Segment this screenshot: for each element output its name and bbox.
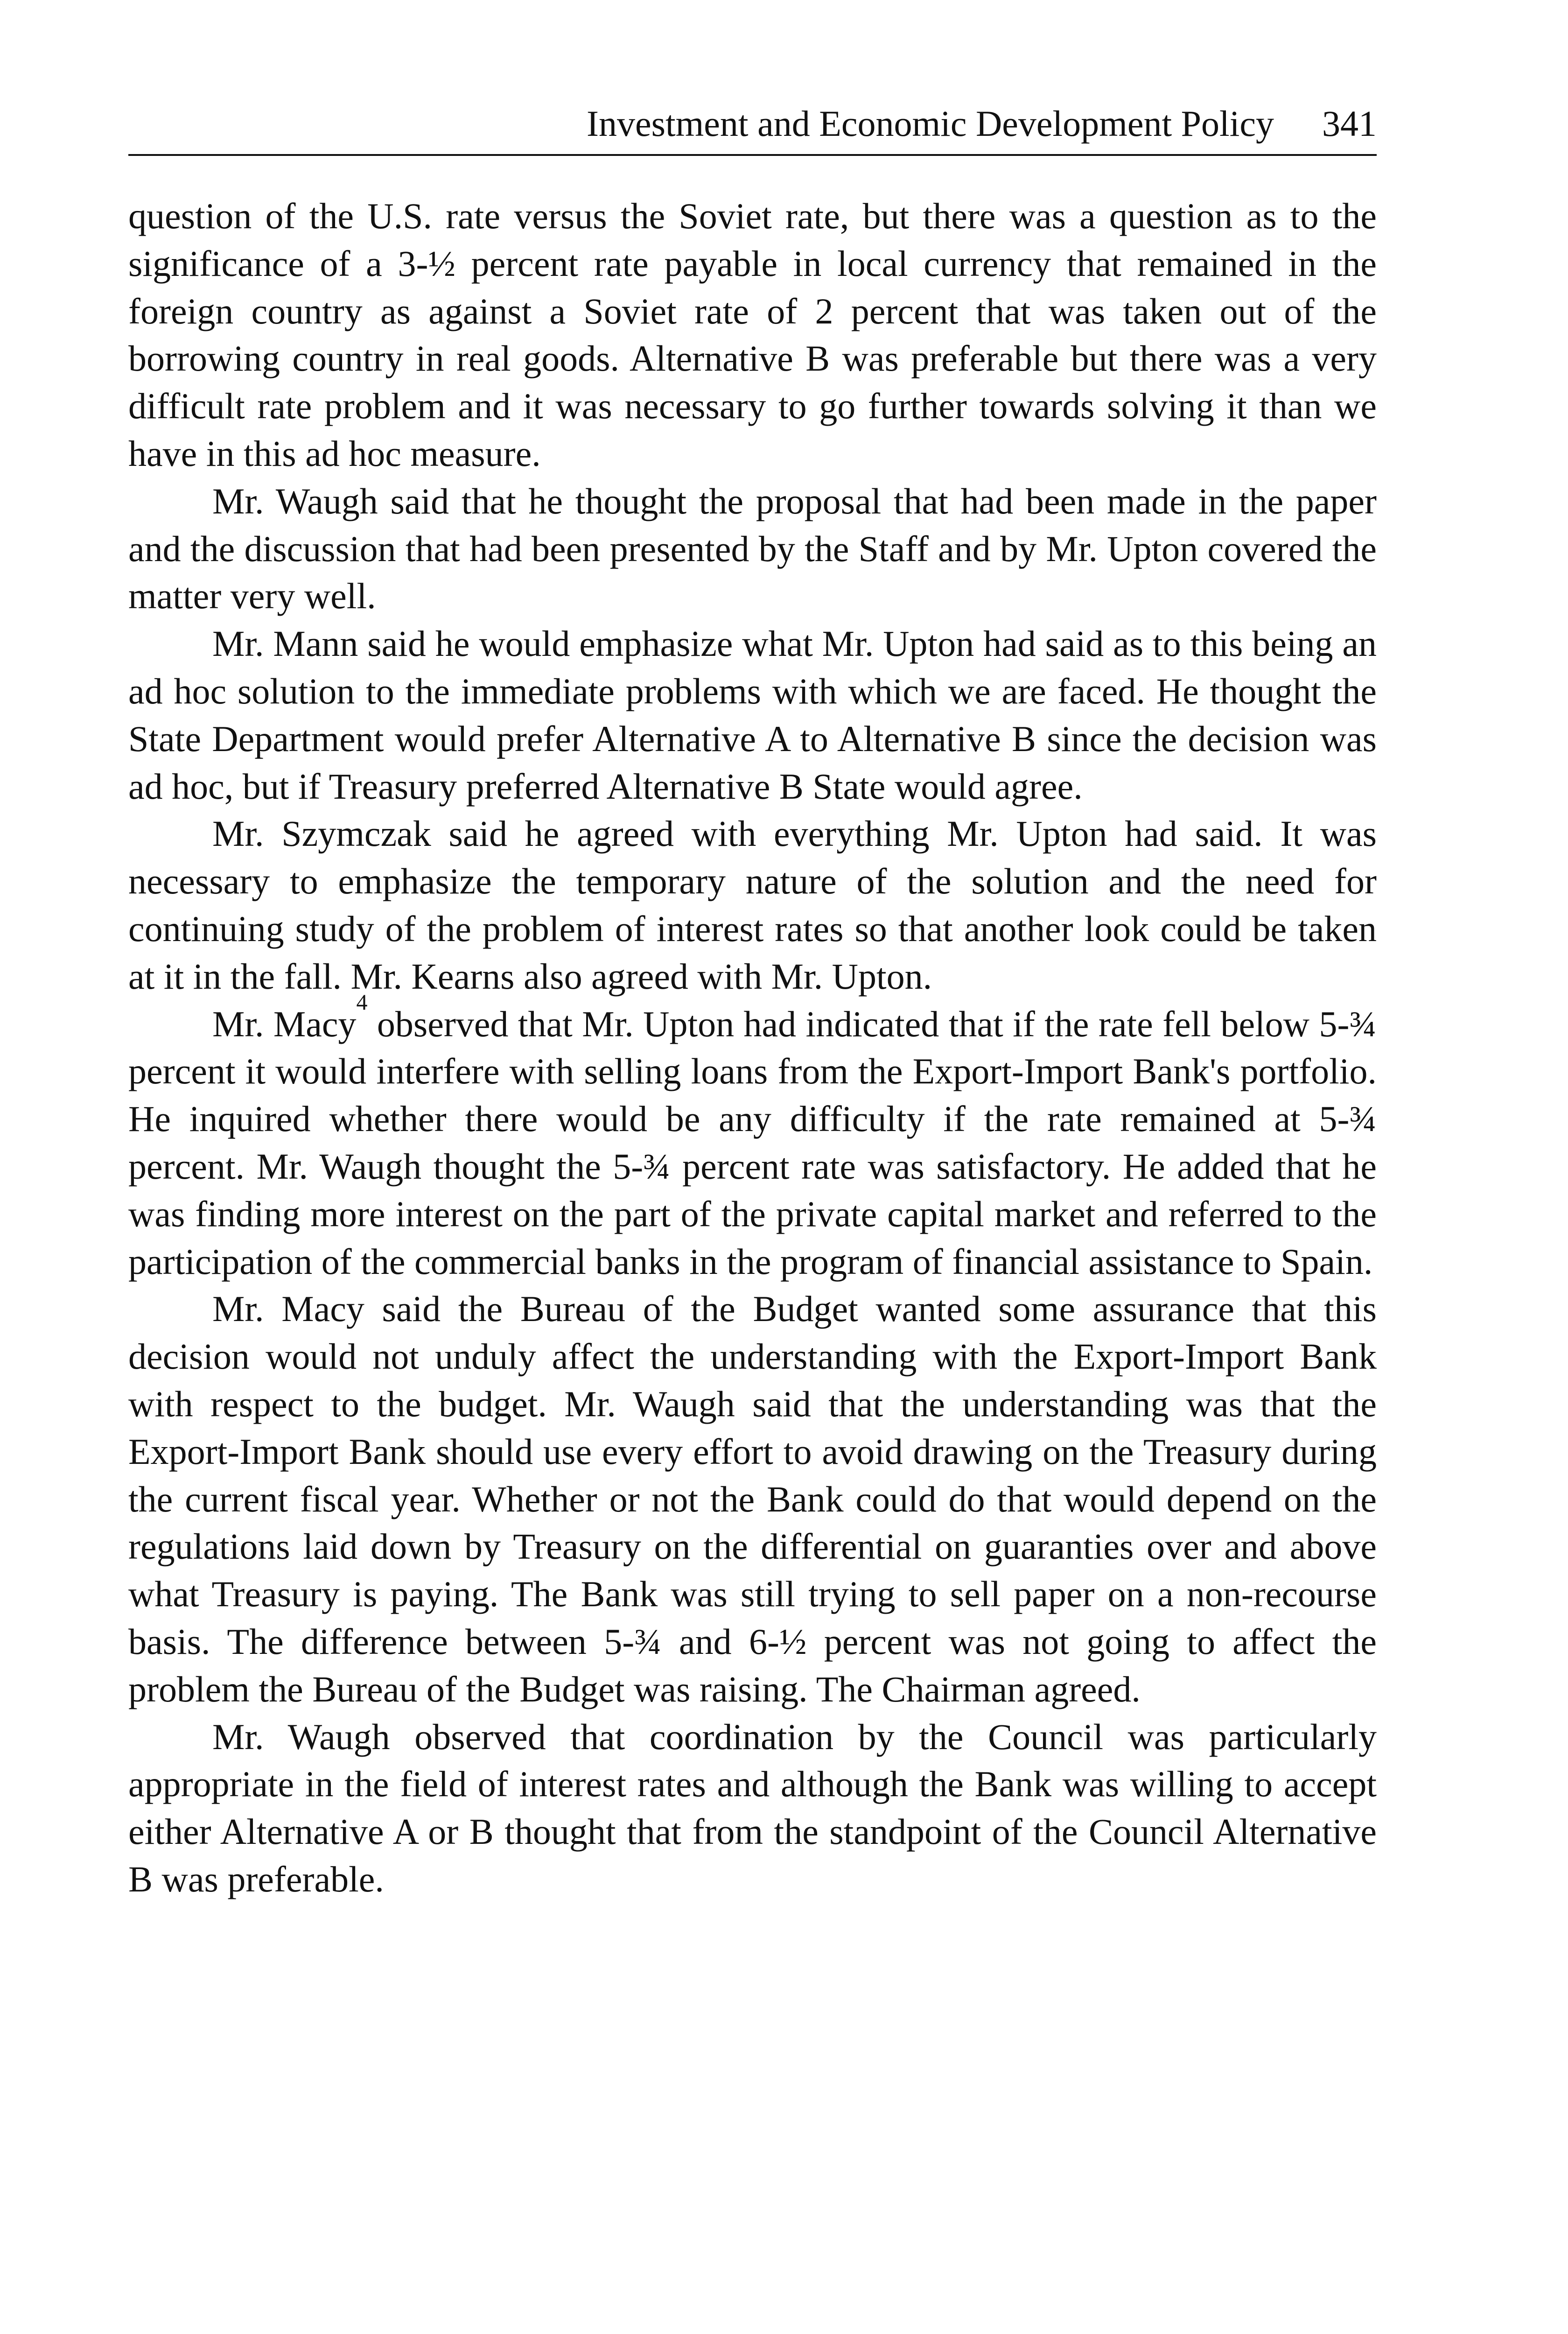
running-header	[128, 0, 1377, 168]
page-number: 341	[1322, 103, 1377, 144]
macy-lead: Mr. Macy	[212, 1003, 357, 1044]
paragraph-coordination: Mr. Waugh observed that coordination by the Council was particularly appropriate in the field of interest rates and although the Bank was willing to accept either Alternative A or B thought that from the standpoint of the Council Alternative B was preferable.	[128, 1716, 1377, 1899]
header-rule	[128, 154, 1377, 156]
body-text	[128, 192, 1377, 1903]
paragraph-mann: Mr. Mann said he would emphasize what Mr. Upton had said as to this being an ad hoc solution to the immediate problems with which we are faced. He thought the State Department would prefer Alternative A to Alternative B since the decision was ad hoc, but if Treasury preferred Alternative B State would agree.	[128, 623, 1377, 807]
footnote-reference: 4	[356, 990, 368, 1015]
paragraph-waugh: Mr. Waugh said that he thought the proposal that had been made in the paper and the discussion that had been presented by the Staff and by Mr. Upton covered the matter very well.	[128, 480, 1377, 617]
paragraph-macy	[128, 990, 1377, 1286]
macy-rest: observed that Mr. Upton had indicated that if the rate fell below 5-¾ percent it would interfere with selling loans from the Export-Import Bank's portfolio. He inquired whether there would be any difficulty if the rate remained at 5-¾ percent. Mr. Waugh thought the 5-¾ percent rate was satisfactory. He added that he was finding more interest on the part of the private capital market and referred to the participation of the commercial banks in the program of financial assistance to Spain.	[128, 1003, 1377, 1282]
paragraph-budget: Mr. Macy said the Bureau of the Budget wanted some assurance that this decision would not unduly affect the understanding with the Export-Import Bank with respect to the budget. Mr. Waugh said that the understanding was that the Export-Import Bank should use every effort to avoid drawing on the Treasury during the current fiscal year. Whether or not the Bank could do that would depend on the regulations laid down by Treasury on the differential on guaranties over and above what Treasury is paying. The Bank was still trying to sell paper on a non-recourse basis. The difference between 5-¾ and 6-½ percent was not going to affect the problem the Bureau of the Budget was raising. The Chairman agreed.	[128, 1288, 1377, 1709]
paragraph-szymczak: Mr. Szymczak said he agreed with everything Mr. Upton had said. It was necessary to emphasize the temporary nature of the solution and the need for continuing study of the problem of interest rates so that another look could be taken at it in the fall. Mr. Kearns also agreed with Mr. Upton.	[128, 813, 1377, 997]
paragraph-continued: question of the U.S. rate versus the Soviet rate, but there was a question as to the significance of a 3-½ percent rate payable in local currency that remained in the foreign country as against a Soviet rate of 2 percent that was taken out of the borrowing country in real goods. Alternative B was preferable but there was a very difficult rate problem and it was necessary to go further towards solving it than we have in this ad hoc measure.	[128, 196, 1377, 474]
running-head-title: Investment and Economic Development Policy	[587, 103, 1274, 144]
